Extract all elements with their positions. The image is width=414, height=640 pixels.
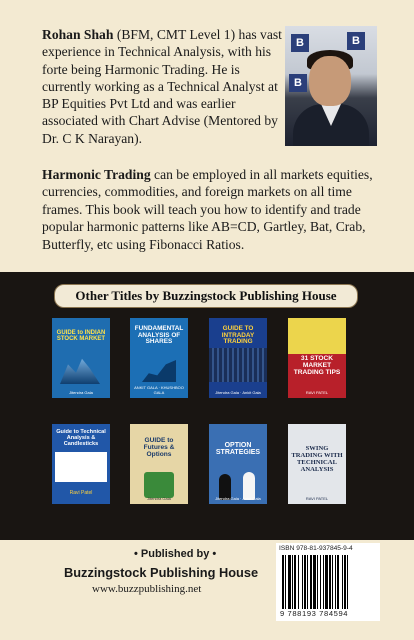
book-author: Jitendra Gala · Ankit Gala: [215, 496, 261, 501]
book-cover: [288, 424, 346, 504]
book-cover: [130, 424, 188, 504]
author-bio-text: (BFM, CMT Level 1) has vast experience in Technical Analysis, with his forte being Harmonic Trading. He is currently working as a Technical Analyst at BP Equities Pvt Ltd and was earlier associated with Chart Advise (Mentored by Dr. C K Narayan).: [42, 27, 282, 146]
book-title: 31 STOCK MARKET TRADING TIPS: [293, 355, 341, 376]
book-cover: [288, 318, 346, 398]
book-bg: [209, 424, 267, 504]
isbn-barcode: [276, 543, 380, 621]
book-cover: [209, 318, 267, 398]
book-author: Ravi Patel: [69, 490, 93, 496]
book-cover: [52, 318, 110, 398]
barcode-digits: 9 788193 784594: [280, 609, 349, 618]
author-name: Rohan Shah: [42, 27, 114, 42]
author-bio: [42, 26, 282, 147]
book-cover: [130, 318, 188, 398]
book-title-lead: Harmonic Trading: [42, 167, 151, 182]
book-title: Guide to Technical Analysis & Candlesticks: [56, 429, 106, 447]
book-description-text: can be employed in all markets equities, currencies, commodities, and foreign markets on all time frames. This book will teach you how to identify and trade popular harmonic patterns like AB=CD, Gartley, Bat, Crab, Butterfly, etc using Fibonacci Ratios.: [42, 167, 373, 252]
book-description: [42, 166, 377, 253]
book-title: GUIDE TO INTRADAY TRADING: [221, 325, 255, 346]
book-author: RAVI PATEL: [305, 390, 329, 395]
book-cover: [209, 424, 267, 504]
book-title: FUNDAMENTAL ANALYSIS OF SHARES: [134, 325, 184, 346]
published-by-label: • Published by •: [134, 548, 217, 560]
book-cover: [52, 424, 110, 504]
book-author: Jitendra Gala: [69, 390, 93, 395]
book-title: GUIDE to INDIAN STOCK MARKET: [56, 330, 106, 343]
barcode-bars: [282, 555, 374, 609]
publisher-name: Buzzingstock Publishing House: [64, 565, 259, 580]
isbn-text: ISBN 978-81-937845-9-4: [279, 545, 353, 552]
book-author: Jitendra Gala · Ankit Gala: [215, 390, 261, 395]
book-author: Jitendra Gala: [147, 496, 171, 501]
book-author: RAVI PATEL: [305, 496, 329, 501]
book-author: ANKIT GALA · KHUSHBOO GALA: [134, 385, 184, 395]
book-title: OPTION STRATEGIES: [215, 442, 261, 457]
author-photo: B B B: [285, 26, 377, 146]
book-title: SWING TRADING WITH TECHNICAL ANALYSIS: [291, 445, 343, 473]
publisher-website: www.buzzpublishing.net: [92, 583, 202, 595]
book-title: GUIDE to Futures & Options: [143, 437, 175, 458]
other-titles-heading: Other Titles by Buzzingstock Publishing House: [54, 284, 358, 308]
